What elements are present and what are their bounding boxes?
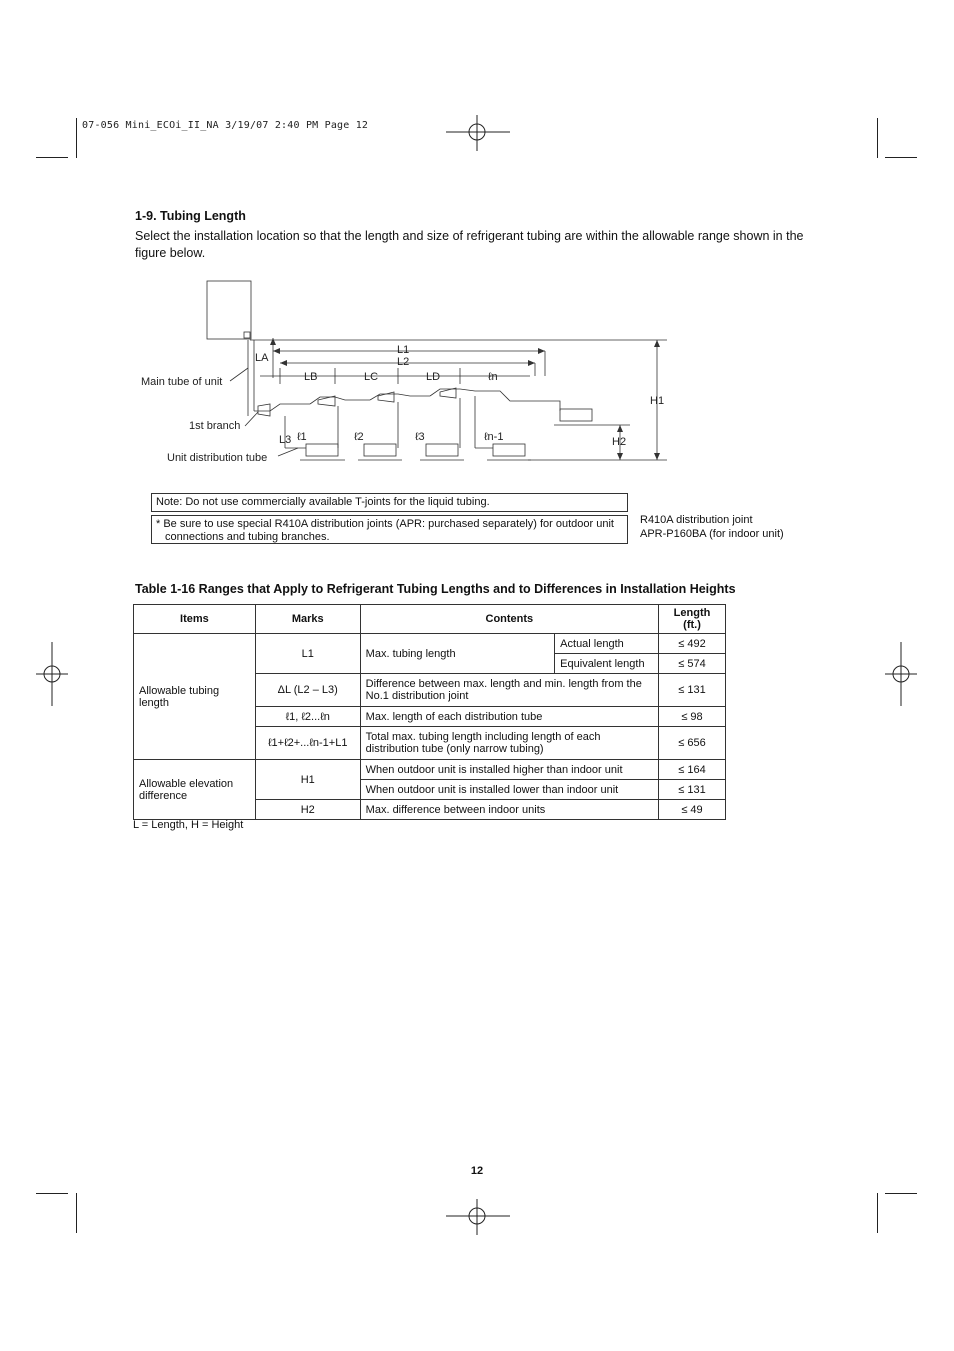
- registration-mark-icon: [446, 1199, 510, 1235]
- label-l3: ℓ3: [415, 431, 425, 443]
- content-h1-higher: When outdoor unit is installed higher than indoor unit: [360, 760, 658, 780]
- value-actual: ≤ 492: [659, 634, 726, 654]
- crop-mark: [36, 1193, 68, 1194]
- registration-mark-icon: [446, 115, 510, 151]
- label-LB: LB: [304, 371, 318, 383]
- registration-mark-icon: [885, 642, 917, 706]
- value-h1-lower: ≤ 131: [659, 780, 726, 800]
- mark-l1: L1: [255, 634, 360, 674]
- side-note-line1: R410A distribution joint: [640, 514, 753, 526]
- value-equivalent: ≤ 574: [659, 654, 726, 674]
- label-l1: ℓ1: [297, 431, 307, 443]
- label-L2: L2: [397, 356, 410, 368]
- value-ln: ≤ 98: [659, 707, 726, 727]
- print-header-stamp: 07-056 Mini_ECOi_II_NA 3/19/07 2:40 PM Page 12: [82, 120, 369, 131]
- page-number: 12: [470, 1165, 484, 1177]
- table-row: [134, 760, 726, 780]
- label-first-branch: 1st branch: [189, 420, 241, 432]
- tubing-diagram: [130, 276, 670, 471]
- label-ln1: ℓn-1: [484, 431, 504, 443]
- crop-mark: [877, 1193, 878, 1233]
- mark-delta-l: ΔL (L2 – L3): [255, 674, 360, 707]
- label-H1: H1: [650, 395, 665, 407]
- header-length: Length (ft.): [659, 605, 726, 634]
- content-h1-lower: When outdoor unit is installed lower than indoor unit: [360, 780, 658, 800]
- crop-mark: [877, 118, 878, 158]
- side-note: [640, 513, 784, 541]
- content-sum: Total max. tubing length including length of each distribution tube (only narrow tubing): [360, 727, 658, 760]
- content-ln: Max. length of each distribution tube: [360, 707, 658, 727]
- label-H2: H2: [612, 436, 627, 448]
- section-intro: Select the installation location so that the length and size of refrigerant tubing are within the allowable range shown in the figure below.: [135, 229, 804, 260]
- crop-mark: [76, 118, 77, 158]
- label-LD: LD: [426, 371, 441, 383]
- label-L3: L3: [279, 434, 292, 446]
- note-tjoint: Note: Do not use commercially available T-joints for the liquid tubing.: [151, 493, 628, 512]
- group-elevation: Allowable elevation difference: [134, 760, 256, 820]
- content-actual: Actual length: [555, 634, 659, 654]
- content-h2: Max. difference between indoor units: [360, 800, 658, 820]
- label-L1: L1: [397, 344, 410, 356]
- section-title: 1-9. Tubing Length: [135, 209, 246, 223]
- content-max-tubing: Max. tubing length: [360, 634, 555, 674]
- label-LA: LA: [255, 352, 269, 364]
- content-equivalent: Equivalent length: [555, 654, 659, 674]
- label-l2: ℓ2: [354, 431, 364, 443]
- crop-mark: [885, 1193, 917, 1194]
- group-tubing: Allowable tubing length: [134, 634, 256, 760]
- side-note-line2: APR-P160BA (for indoor unit): [640, 528, 784, 540]
- label-unit-dist-tube: Unit distribution tube: [167, 452, 268, 464]
- crop-mark: [885, 157, 917, 158]
- mark-h2: H2: [255, 800, 360, 820]
- crop-mark: [36, 157, 68, 158]
- table-caption: Table 1-16 Ranges that Apply to Refrigerant Tubing Lengths and to Differences in Installation Heights: [135, 582, 736, 596]
- table-header-row: [134, 605, 726, 634]
- label-LC: LC: [364, 371, 379, 383]
- label-ln: ℓn: [488, 371, 498, 383]
- note-distribution-joints: * Be sure to use special R410A distribution joints (APR: purchased separately) for outdoor unit connections and tubing branches.: [151, 515, 628, 544]
- header-marks: Marks: [255, 605, 360, 634]
- table-row: [134, 634, 726, 654]
- mark-sum: ℓ1+ℓ2+...ℓn-1+L1: [255, 727, 360, 760]
- mark-h1: H1: [255, 760, 360, 800]
- crop-mark: [76, 1193, 77, 1233]
- header-items: Items: [134, 605, 256, 634]
- content-delta-l: Difference between max. length and min. length from the No.1 distribution joint: [360, 674, 658, 707]
- registration-mark-icon: [36, 642, 68, 706]
- ranges-table: [133, 604, 726, 820]
- header-contents: Contents: [360, 605, 658, 634]
- value-delta-l: ≤ 131: [659, 674, 726, 707]
- value-sum: ≤ 656: [659, 727, 726, 760]
- label-main-tube: Main tube of unit: [141, 376, 223, 388]
- value-h2: ≤ 49: [659, 800, 726, 820]
- table-footnote: L = Length, H = Height: [133, 819, 244, 831]
- value-h1-higher: ≤ 164: [659, 760, 726, 780]
- mark-ln: ℓ1, ℓ2...ℓn: [255, 707, 360, 727]
